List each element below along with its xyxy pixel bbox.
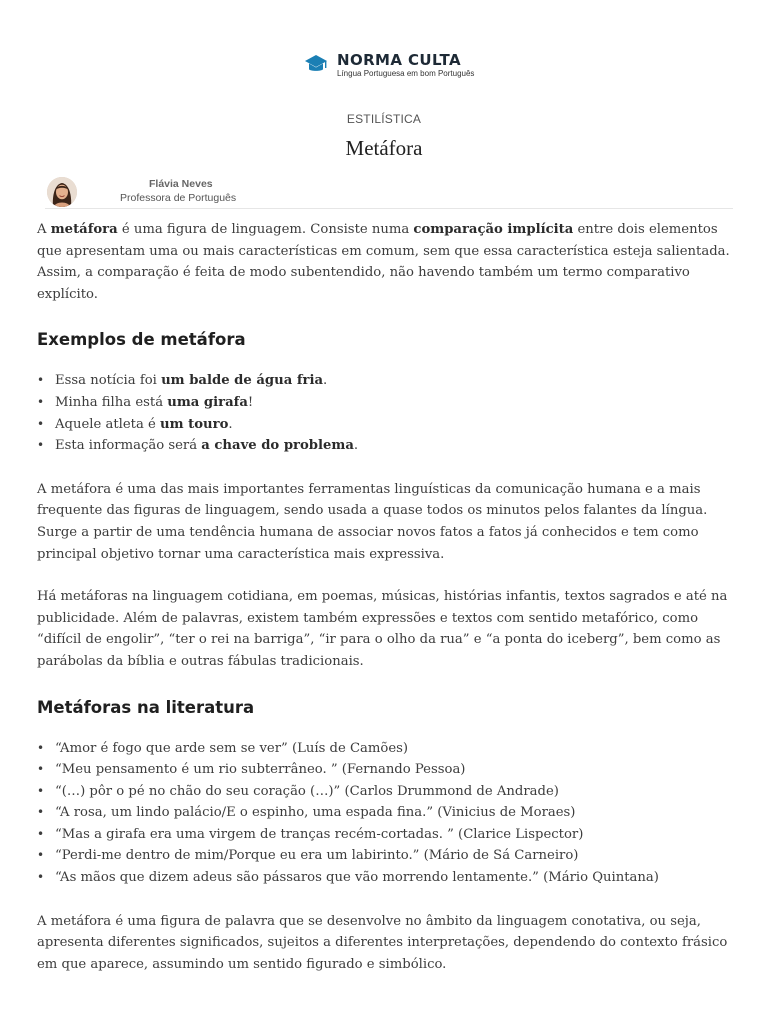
avatar[interactable] <box>47 177 77 207</box>
list-item: • “Perdi-me dentro de mim/Porque eu era um labirinto.” (Mário de Sá Carneiro) <box>37 845 735 867</box>
intro-paragraph: A metáfora é uma figura de linguagem. Consiste numa comparação implícita entre dois elementos que apresentam uma ou mais características em comum, sem que essa característica esteja salientada. Assim, a comparação é feita de modo subentendido, não havendo também um termo comparativo explícito. <box>37 222 730 302</box>
list-item: • Minha filha está uma girafa! <box>37 392 735 414</box>
page-title: Metáfora <box>345 136 423 160</box>
list-item: • “Amor é fogo que arde sem se ver” (Luís de Camões) <box>37 738 735 760</box>
article-body <box>37 219 735 975</box>
category-link[interactable]: ESTILÍSTICA <box>346 112 422 126</box>
list-item: • “(…) pôr o pé no chão do seu coração (…)” (Carlos Drummond de Andrade) <box>37 781 735 803</box>
list-item: • “Meu pensamento é um rio subterrâneo. ” (Fernando Pessoa) <box>37 759 735 781</box>
section-heading-literature: Metáforas na literatura <box>37 697 255 717</box>
list-item: • “Mas a girafa era uma virgem de tranças recém-cortadas. ” (Clarice Lispector) <box>37 824 735 846</box>
paragraph: Há metáforas na linguagem cotidiana, em poemas, músicas, histórias infantis, textos sagrados e até na publicidade. Além de palavras, existem também expressões e textos com sentido metafórico, como “difícil de engolir”, “ter o rei na barriga”, “ir para o olho da rua” e “a ponta do iceberg”, bem como as parábolas da bíblia e outras fábulas tradicionais. <box>37 589 728 669</box>
list-item: • “A rosa, um lindo palácio/E o espinho, uma espada fina.” (Vinicius de Moraes) <box>37 802 735 824</box>
author-photo <box>47 177 77 207</box>
brand-tagline: Língua Portuguesa em bom Português <box>337 69 475 78</box>
section-heading-examples: Exemplos de metáfora <box>37 330 246 350</box>
logo-text <box>337 52 474 79</box>
literature-list <box>37 738 735 889</box>
site-logo[interactable] <box>304 52 474 82</box>
list-item: • “As mãos que dizem adeus são pássaros que vão morrendo lentamente.” (Mário Quintana) <box>37 867 735 889</box>
list-item: • Essa notícia foi um balde de água fria. <box>37 370 735 392</box>
author-block <box>45 177 733 209</box>
list-item: • Aquele atleta é um touro. <box>37 414 735 436</box>
paragraph: A metáfora é uma das mais importantes ferramentas linguísticas da comunicação humana e a mais frequente das figuras de linguagem, sendo usada a quase todos os minutos pelos falantes da língua. Surge a partir de uma tendência humana de associar novos fatos a fatos já conhecidos e tem como principal objetivo tornar uma característica mais expressiva. <box>37 481 708 562</box>
author-role: Professora de Português <box>120 192 237 204</box>
brand-name: NORMA CULTA <box>337 51 461 69</box>
graduation-cap-icon <box>304 53 328 75</box>
list-item: • Esta informação será a chave do problema. <box>37 435 735 457</box>
paragraph: A metáfora é uma figura de palavra que se desenvolve no âmbito da linguagem conotativa, ou seja, apresenta diferentes significados, sujeitos a diferentes interpretações, dependendo do contexto frásico em que aparece, assumindo um sentido figurado e simbólico. <box>37 913 728 972</box>
author-name[interactable]: Flávia Neves <box>149 178 213 190</box>
examples-list <box>37 370 735 456</box>
